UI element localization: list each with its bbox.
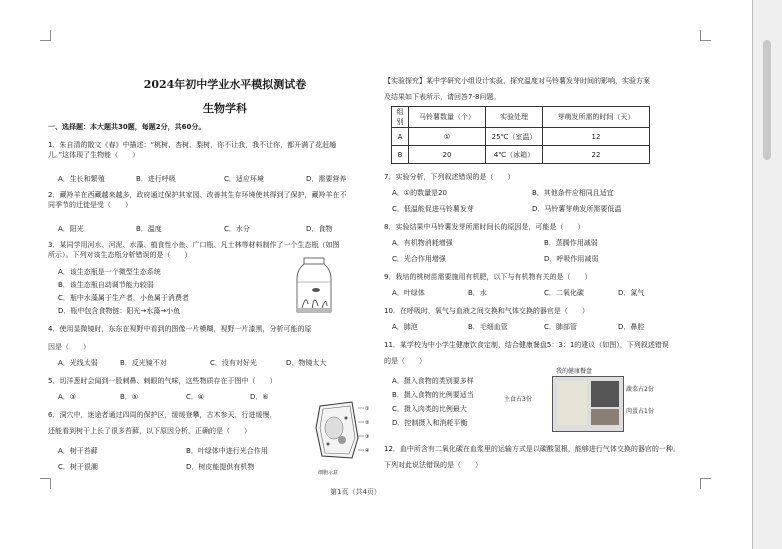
q8-option-d: D．呼吸作用减弱 bbox=[544, 255, 599, 263]
q2-option-d: D．食物 bbox=[306, 225, 333, 233]
q8-option-c: C．光合作用增强 bbox=[392, 255, 446, 263]
table-row bbox=[392, 146, 650, 164]
cell-figure-caption: 细胞示意 bbox=[318, 470, 339, 476]
q11-option-a: A．摄入食物的类别要多样 bbox=[392, 377, 474, 385]
q7-option-b: B．其他条件应相同且适宜 bbox=[532, 189, 614, 197]
q10-option-c: C．肺部管 bbox=[544, 323, 577, 331]
table-row bbox=[392, 128, 650, 146]
question-4: 4．使用显微镜时，东东在视野中看到的图像一片模糊，视野一片漆黑，分析可能的原 因是（ ） bbox=[48, 325, 312, 351]
vertical-scrollbar[interactable] bbox=[753, 0, 782, 549]
q5-option-d: D．⑥ bbox=[250, 393, 269, 401]
q9-option-c: C．二氧化碳 bbox=[544, 289, 584, 297]
table-cell: A bbox=[392, 128, 409, 146]
crop-mark bbox=[40, 478, 51, 489]
question-9: 9．栽培的桃树苗需要施用有机肥，以下与有机物有关的是（ ） bbox=[384, 273, 592, 281]
question-12: 12．血中所含有二氧化碳在血浆里的运输方式是以碳酸氢根，能够进行气体交换的器官的一种。 下列对此说法错误的是（ ） bbox=[384, 445, 680, 469]
q10-option-b: B．毛细血管 bbox=[468, 323, 508, 331]
table-header-cell: 组别 bbox=[392, 107, 409, 128]
plate-image bbox=[552, 376, 624, 432]
q1-option-a: A．生长和繁殖 bbox=[58, 175, 105, 183]
q3-option-c: C．瓶中水藻属于生产者，小鱼属于消费者 bbox=[58, 294, 189, 302]
plant-cell-figure bbox=[312, 398, 372, 468]
q1-option-b: B．进行呼吸 bbox=[136, 175, 176, 183]
q5-option-a: A．③ bbox=[58, 393, 77, 401]
q9-option-b: B．水 bbox=[468, 289, 487, 297]
table-cell: ① bbox=[409, 128, 486, 146]
table-cell: B bbox=[392, 146, 409, 164]
q4-option-c: C．没有对好光 bbox=[210, 359, 257, 367]
q2-option-c: C．水分 bbox=[224, 225, 250, 233]
crop-mark bbox=[40, 30, 51, 41]
q6-option-a: A．树干苔藓 bbox=[58, 447, 98, 455]
q7-option-a: A．①的数量是20 bbox=[392, 189, 447, 197]
q3-option-a: A．该生态瓶是一个微型生态系统 bbox=[58, 268, 161, 276]
question-3: 3．某同学用河水、河泥、水藻、植食性小鱼、广口瓶、凡士林等材料制作了一个生态瓶（如图 所示）。下列对该生态瓶分析错误的是（ ） bbox=[48, 241, 340, 259]
svg-text:③: ③ bbox=[365, 434, 370, 440]
q6-option-d: D．树皮能提供有机物 bbox=[186, 463, 255, 471]
exam-title: 2024年初中学业水平模拟测试卷 bbox=[143, 78, 307, 91]
q4-option-b: B．反光镜不对 bbox=[120, 359, 167, 367]
crop-mark bbox=[700, 478, 711, 489]
table-cell: 25℃（室温） bbox=[486, 128, 543, 146]
table-header-cell: 芽萌发所需的时间（天） bbox=[543, 107, 650, 128]
q8-option-b: B．蒸腾作用减弱 bbox=[544, 239, 598, 247]
svg-text:②: ② bbox=[365, 420, 370, 426]
plate-label-vegetable: 蔬菜占2份 bbox=[626, 386, 654, 393]
q3-option-d: D．瓶中包含食物链：阳光→水藻→小鱼 bbox=[58, 307, 181, 315]
table-cell: 4℃（冰箱） bbox=[486, 146, 543, 164]
question-8: 8．实验结果中马铃薯发芽所需时间长的原因是，可能是（ ） bbox=[384, 223, 585, 231]
q2-option-b: B．温度 bbox=[136, 225, 162, 233]
q1-option-c: C．适应环境 bbox=[224, 175, 264, 183]
q11-option-b: B．摄入食物的比例要适当 bbox=[392, 391, 474, 399]
q7-option-d: D．马铃薯芽萌发所需要低温 bbox=[532, 205, 622, 213]
q6-option-c: C．树干很潮 bbox=[58, 463, 98, 471]
q7-option-c: C．低温能促进马铃薯发芽 bbox=[392, 205, 474, 213]
ecosystem-jar-figure bbox=[294, 256, 334, 316]
q11-option-d: D．控制摄入和消耗平衡 bbox=[392, 419, 468, 427]
exam-subject: 生物学科 bbox=[203, 102, 247, 115]
table-header-row bbox=[392, 107, 650, 128]
q9-option-a: A．叶绿体 bbox=[392, 289, 425, 297]
q3-options bbox=[58, 266, 189, 318]
q4-option-a: A．光线太弱 bbox=[58, 359, 98, 367]
q9-option-d: D．氮气 bbox=[618, 289, 645, 297]
table-cell: 12 bbox=[543, 128, 650, 146]
q10-option-d: D．鼻腔 bbox=[618, 323, 645, 331]
svg-text:①: ① bbox=[365, 406, 370, 412]
table-cell: 20 bbox=[409, 146, 486, 164]
page-footer: 第1页（共4页） bbox=[330, 488, 381, 496]
question-10: 10．在呼吸时，氧气与血液之间交换和气体交换的器官是（ ） bbox=[384, 307, 589, 315]
question-2: 2．藏羚羊在西藏越来越多，政府通过保护其家园、改善其生存环境使其得到了保护，藏羚羊在不 同季节的迁徙是受（ ） bbox=[48, 191, 347, 209]
q11-option-c: C．摄入肉类的比例最大 bbox=[392, 405, 467, 413]
table-header-cell: 实验处理 bbox=[486, 107, 543, 128]
question-5: 5．切洋葱时会闻到一股刺鼻、刺眼的气味，这些物质存在于图中（ ） bbox=[48, 377, 277, 385]
q1-option-d: D．需要营养 bbox=[306, 175, 347, 183]
q2-option-a: A．阳光 bbox=[58, 225, 84, 233]
left-column bbox=[48, 122, 378, 132]
plate-label-staple: 主食占3份 bbox=[504, 396, 532, 403]
healthy-plate-figure bbox=[500, 366, 690, 436]
section-heading: 一、选择题：本大题共30题，每题2分，共60分。 bbox=[48, 123, 206, 131]
question-1: 1．朱自清的散文《春》中描述：“桃树、杏树、梨树，你不让我，我不让你，都开满了花赶趟 儿。”这体现了生物能（ ） bbox=[48, 141, 337, 159]
plate-label-meat: 肉蛋占1份 bbox=[626, 408, 654, 415]
plate-title: 我的健康餐盘 bbox=[556, 368, 593, 375]
question-6: 6．洞穴中，迷途者通过四周的保护区，缓缓登攀，古木参天，行进缓慢， 还能看到树干上长了很多苔藓，以下原因分析，正确的是（ ） bbox=[48, 411, 277, 435]
table-cell: 22 bbox=[543, 146, 650, 164]
q10-option-a: A．肺泡 bbox=[392, 323, 418, 331]
q4-option-d: D．物镜太大 bbox=[286, 359, 327, 367]
svg-text:④: ④ bbox=[365, 448, 370, 454]
table-header-cell: 马铃薯数量（个） bbox=[409, 107, 486, 128]
crop-mark bbox=[700, 30, 711, 41]
q11-options bbox=[392, 374, 474, 430]
experiment-table bbox=[391, 106, 650, 164]
experiment-intro: 【实验探究】某中学研究小组设计实验，探究温度对马铃薯发芽时间的影响，实验方案 及结果如下表所示，请回答7-8问题。 bbox=[384, 77, 650, 101]
question-7: 7．实验分析，下列叙述错误的是（ ） bbox=[384, 173, 515, 181]
q3-option-b: B．该生态瓶自动调节能力较弱 bbox=[58, 281, 154, 289]
q8-option-a: A．有机物消耗增强 bbox=[392, 239, 453, 247]
q5-option-c: C．④ bbox=[186, 393, 205, 401]
question-11: 11．某学校为中小学生健康饮食定制，结合健康餐盘5：3：1的建议（如图），下列叙述错误 的是（ ） bbox=[384, 341, 669, 365]
q5-option-b: B．⑤ bbox=[120, 393, 139, 401]
scrollbar-thumb[interactable] bbox=[763, 40, 771, 160]
q6-option-b: B．叶绿体中进行光合作用 bbox=[186, 447, 268, 455]
